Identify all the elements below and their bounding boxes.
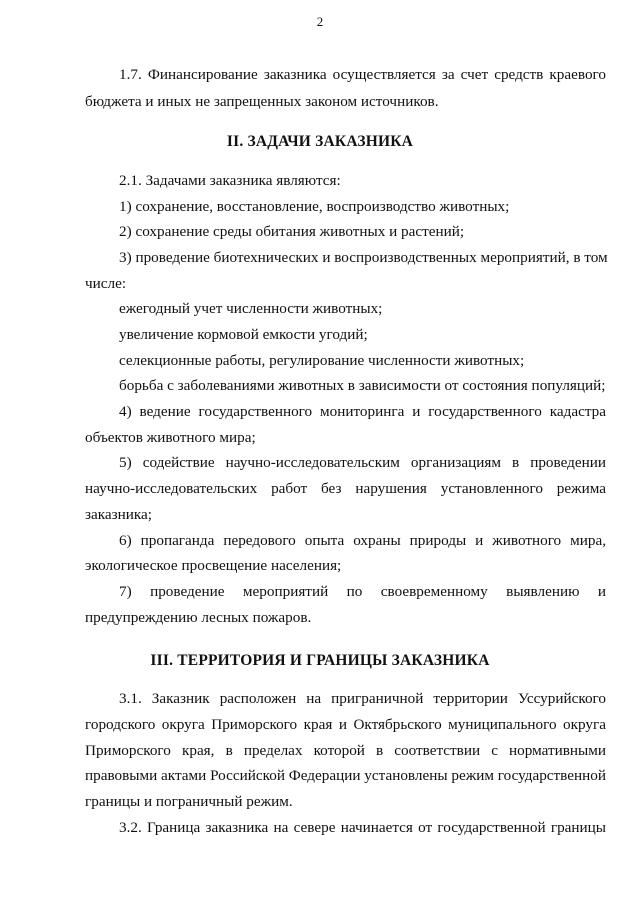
task-item-3-line-2: числе: (85, 275, 127, 292)
task-subitem-2: увеличение кормовой емкости угодий; (119, 326, 368, 343)
para-3-1-line-4: правовыми актами Российской Федерации установлены режим государственной (85, 767, 606, 784)
task-item-6-line-1: 6) пропаганда передового опыта охраны природы и животного мира, (119, 532, 606, 549)
para-1-7-line-1: 1.7. Финансирование заказника осуществляется за счет средств краевого (119, 66, 606, 83)
task-item-5-line-2: научно-исследовательских работ без нарушения установленного режима (85, 480, 606, 497)
task-item-3-line-1: 3) проведение биотехнических и воспроизводственных мероприятий, в том (119, 249, 608, 266)
task-item-7-line-1: 7) проведение мероприятий по своевременному выявлению и (119, 583, 606, 600)
page-number: 2 (316, 14, 324, 29)
task-item-1: 1) сохранение, восстановление, воспроизводство животных; (119, 198, 510, 215)
task-item-5-line-3: заказника; (85, 506, 152, 523)
section-2-heading: II. ЗАДАЧИ ЗАКАЗНИКА (226, 133, 414, 150)
task-item-4-line-1: 4) ведение государственного мониторинга и государственного кадастра (119, 403, 606, 420)
task-item-6-line-2: экологическое просвещение населения; (85, 557, 342, 574)
task-subitem-1: ежегодный учет численности животных; (119, 300, 383, 317)
para-3-1-line-3: Приморского края, в пределах которой в соответствии с нормативными (85, 742, 606, 759)
para-3-1-line-2: городского округа Приморского края и Октябрьского муниципального округа (85, 716, 606, 733)
task-subitem-4: борьба с заболеваниями животных в зависимости от состояния популяций; (119, 377, 606, 394)
para-3-2-line-1: 3.2. Граница заказника на севере начинается от государственной границы (119, 819, 606, 836)
task-item-7-line-2: предупреждению лесных пожаров. (85, 609, 312, 626)
para-3-1-line-5: границы и пограничный режим. (85, 793, 293, 810)
para-3-1-line-1: 3.1. Заказник расположен на приграничной территории Уссурийского (119, 690, 606, 707)
section-3-heading: III. ТЕРРИТОРИЯ И ГРАНИЦЫ ЗАКАЗНИКА (150, 652, 490, 669)
para-1-7-line-2: бюджета и иных не запрещенных законом источников. (85, 93, 439, 110)
task-item-4-line-2: объектов животного мира; (85, 429, 256, 446)
task-item-5-line-1: 5) содействие научно-исследовательским организациям в проведении (119, 454, 606, 471)
section-2-intro: 2.1. Задачами заказника являются: (119, 172, 341, 189)
task-subitem-3: селекционные работы, регулирование численности животных; (119, 352, 525, 369)
task-item-2: 2) сохранение среды обитания животных и растений; (119, 223, 465, 240)
